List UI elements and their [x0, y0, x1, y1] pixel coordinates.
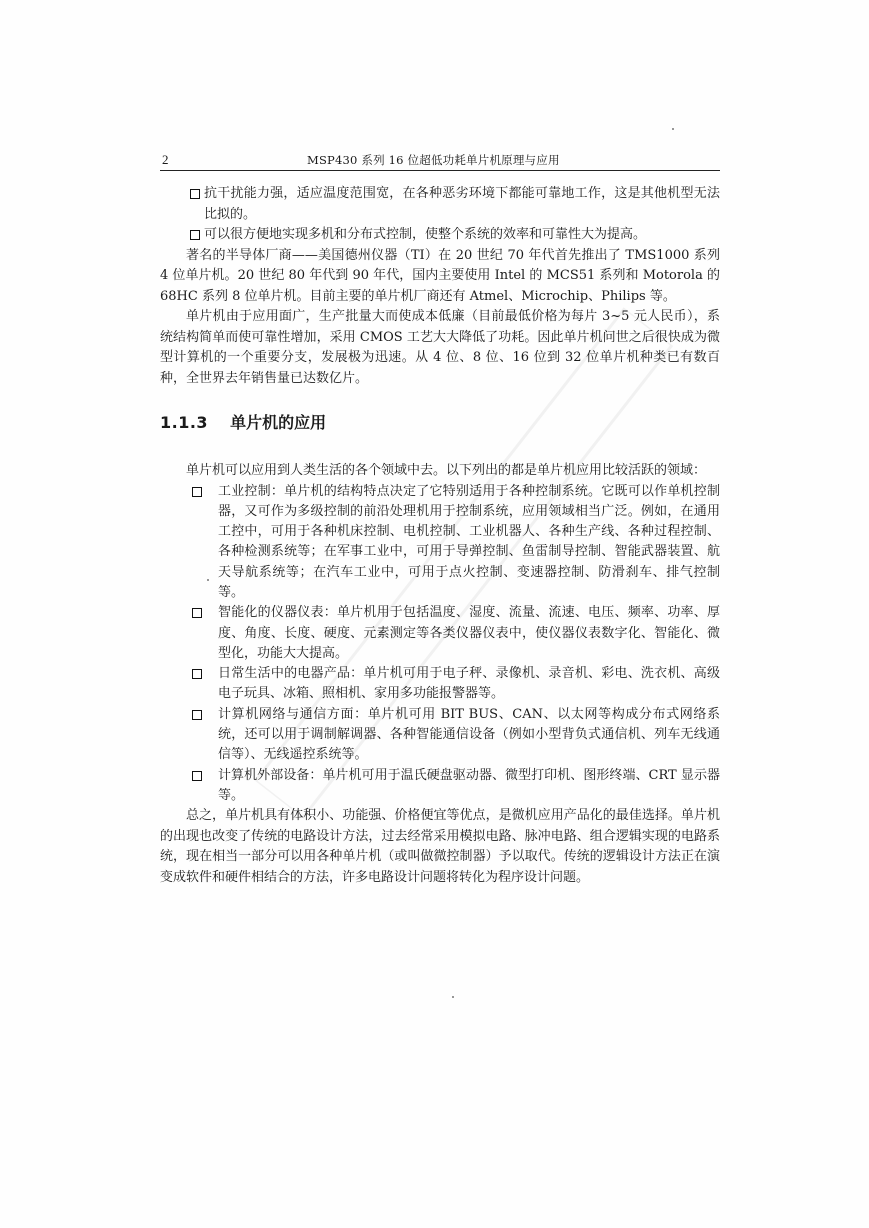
section-intro: 单片机可以应用到人类生活的各个领域中去。以下列出的都是单片机应用比较活跃的领域： [186, 463, 707, 478]
application-list [160, 482, 720, 807]
paragraph: 单片机由于应用面广，生产批量大而使成本低廉（目前最低价格为每片 3~5 元人民币），系统结构简单而使可靠性增加，采用 CMOS 工艺大大降低了功耗。因此单片机问世之后很快成为微型计算机的一个重要分支，发展极为迅速。从 4 位、8 位、16 位到 32 位单片机种类已有数百种，全世界去年销售量已达数亿片。 [160, 309, 720, 386]
list-item-text: 工业控制：单片机的结构特点决定了它特别适用于各种控制系统。它既可以作单机控制器，又可作为多级控制的前沿处理机用于控制系统，应用领域相当广泛。例如，在通用工控中，可用于各种机床控制、电机控制、工业机器人、各种生产线、各种过程控制、各种检测系统等；在军事工业中，可用于导弹控制、鱼雷制导控制、智能武器装置、航天导航系统等；在汽车工业中，可用于点火控制、变速器控制、防滑刹车、排气控制等。 [218, 483, 720, 600]
list-item-text: 智能化的仪器仪表：单片机用于包括温度、湿度、流量、流速、电压、频率、功率、厚度、角度、长度、硬度、元素测定等各类仪器仪表中，使仪器仪表数字化、智能化、微型化，功能大大提高。 [218, 605, 720, 661]
checkbox-bullet-icon [192, 487, 202, 497]
page-number: 2 [162, 152, 169, 167]
list-item-text: 日常生活中的电器产品：单片机可用于电子秤、录像机、录音机、彩电、洗衣机、高级电子玩具、冰箱、照相机、家用多功能报警器等。 [218, 666, 720, 702]
list-item-text: 计算机网络与通信方面：单片机可用 BIT BUS、CAN、以太网等构成分布式网络系统，还可以用于调制解调器、各种智能通信设备（例如小型背负式通信机、列车无线通信等）、无线遥控系统等。 [218, 706, 720, 763]
section-heading [160, 411, 720, 435]
checkbox-bullet-icon [190, 230, 200, 240]
paragraph: 著名的半导体厂商——美国德州仪器（TI）在 20 世纪 70 年代首先推出了 TMS1000 系列 4 位单片机。20 世纪 80 年代到 90 年代，国内主要使用 Intel 的 MCS51 系列和 Motorola 的 68HC 系列 8 位单片机。目前主要的单片机厂商还有 Atmel、Microchip、Philips 等。 [160, 247, 720, 304]
running-title: MSP430 系列 16 位超低功耗单片机原理与应用 [307, 153, 560, 167]
list-item-text: 抗干扰能力强，适应温度范围宽，在各种恶劣环境下都能可靠地工作，这是其他机型无法比拟的。 [204, 186, 720, 222]
list-item-text: 计算机外部设备：单片机可用于温氏硬盘驱动器、微型打印机、图形终端、CRT 显示器等。 [218, 767, 720, 803]
list-item [160, 664, 720, 705]
page-header [160, 150, 720, 171]
list-item [160, 603, 720, 664]
checkbox-bullet-icon [190, 189, 200, 199]
list-item [160, 225, 720, 246]
conclusion-paragraph: 总之，单片机具有体积小、功能强、价格便宜等优点，是微机应用产品化的最佳选择。单片机的出现也改变了传统的电路设计方法，过去经常采用模拟电路、脉冲电路、组合逻辑实现的电路系统，现在相当一部分可以用各种单片机（或叫做微控制器）予以取代。传统的逻辑设计方法正在演变成软件和硬件相结合的方法，许多电路设计问题将转化为程序设计问题。 [160, 808, 720, 885]
checkbox-bullet-icon [192, 710, 202, 720]
top-bullet-list [160, 184, 720, 246]
checkbox-bullet-icon [192, 608, 202, 618]
section-title: 单片机的应用 [230, 413, 327, 432]
list-item [160, 766, 720, 807]
section-number: 1.1.3 [160, 413, 209, 432]
page-content [160, 184, 720, 888]
scan-speck [207, 579, 209, 581]
list-item-text: 可以很方便地实现多机和分布式控制，使整个系统的效率和可靠性大为提高。 [204, 227, 647, 242]
list-item [160, 705, 720, 766]
list-item [160, 482, 720, 604]
checkbox-bullet-icon [192, 771, 202, 781]
list-item [160, 184, 720, 225]
scan-speck [452, 996, 454, 998]
checkbox-bullet-icon [192, 669, 202, 679]
scan-speck [672, 128, 674, 130]
